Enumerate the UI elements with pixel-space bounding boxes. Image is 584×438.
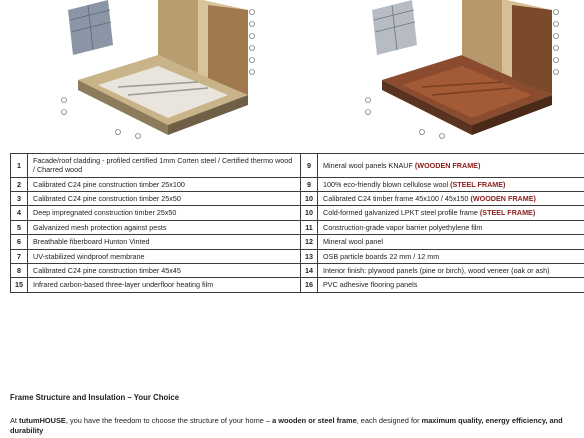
legend-number: 14 bbox=[301, 263, 318, 277]
table-row bbox=[11, 278, 584, 292]
intro-text: , you have the freedom to choose the structure of your home – bbox=[65, 416, 273, 425]
legend-description bbox=[28, 249, 301, 263]
legend-table-body bbox=[11, 154, 584, 293]
intro-emphasis: maximum quality, energy efficiency, and durability bbox=[10, 416, 563, 435]
table-row bbox=[11, 263, 584, 277]
legend-description bbox=[318, 263, 584, 277]
legend-number: 16 bbox=[301, 278, 318, 292]
legend-description bbox=[28, 206, 301, 220]
legend-text: 100% eco-friendly blown cellulose wool bbox=[323, 179, 451, 189]
legend-description bbox=[28, 278, 301, 292]
legend-text: Breathable fiberboard Hunton Vinted bbox=[33, 237, 150, 247]
legend-description bbox=[28, 235, 301, 249]
legend-description bbox=[318, 220, 584, 234]
legend-text: Calibrated C24 timber frame 45x100 / 45x150 bbox=[323, 194, 471, 204]
legend-text: Facade/roof cladding - profiled certified 1mm Corten steel / Certified thermo wood / Charred wood bbox=[33, 156, 293, 175]
table-row bbox=[11, 154, 584, 178]
legend-number: 11 bbox=[301, 220, 318, 234]
legend-text: Galvanized mesh protection against pests bbox=[33, 222, 167, 232]
intro-paragraph bbox=[10, 416, 580, 436]
legend-text: Calibrated C24 pine construction timber 25x100 bbox=[33, 179, 185, 189]
legend-description bbox=[318, 192, 584, 206]
legend-frame-tag: (STEEL FRAME) bbox=[450, 179, 506, 189]
legend-number: 3 bbox=[11, 192, 28, 206]
legend-number: 9 bbox=[301, 177, 318, 191]
legend-description bbox=[28, 192, 301, 206]
legend-description bbox=[28, 154, 301, 178]
brand-name: tutumHOUSE bbox=[19, 416, 66, 425]
legend-description bbox=[28, 177, 301, 191]
legend-text: Calibrated C24 pine construction timber 45x45 bbox=[33, 265, 181, 275]
intro-emphasis: a wooden or steel frame bbox=[272, 416, 357, 425]
legend-text: Interior finish: plywood panels (pine or birch), wood veneer (oak or ash) bbox=[323, 265, 550, 275]
legend-number: 9 bbox=[301, 154, 318, 178]
wooden-frame-diagram bbox=[58, 0, 258, 140]
legend-text: Deep impregnated construction timber 25x50 bbox=[33, 208, 177, 218]
table-row bbox=[11, 177, 584, 191]
legend-text: Infrared carbon-based three-layer underfloor heating film bbox=[33, 280, 214, 290]
legend-description bbox=[318, 249, 584, 263]
legend-number: 2 bbox=[11, 177, 28, 191]
table-row bbox=[11, 206, 584, 220]
table-row bbox=[11, 192, 584, 206]
legend-number: 10 bbox=[301, 206, 318, 220]
legend-text: UV-stabilized windproof membrane bbox=[33, 251, 145, 261]
legend-description bbox=[28, 263, 301, 277]
legend-description bbox=[318, 154, 584, 178]
legend-description bbox=[318, 177, 584, 191]
section-heading: Frame Structure and Insulation – Your Choice bbox=[10, 393, 180, 402]
legend-text: Construction-grade vapor barrier polyethylene film bbox=[323, 222, 483, 232]
intro-text: At bbox=[10, 416, 20, 425]
legend-number: 5 bbox=[11, 220, 28, 234]
wooden-frame-construction-illustration bbox=[58, 0, 258, 140]
table-row bbox=[11, 249, 584, 263]
legend-description bbox=[318, 206, 584, 220]
legend-number: 15 bbox=[11, 278, 28, 292]
legend-number: 4 bbox=[11, 206, 28, 220]
legend-text: Calibrated C24 pine construction timber 25x50 bbox=[33, 194, 181, 204]
legend-text: OSB particle boards 22 mm / 12 mm bbox=[323, 251, 440, 261]
legend-frame-tag: (WOODEN FRAME) bbox=[414, 160, 481, 170]
legend-number: 7 bbox=[11, 249, 28, 263]
legend-frame-tag: (WOODEN FRAME) bbox=[470, 194, 536, 204]
legend-description bbox=[318, 235, 584, 249]
legend-description bbox=[28, 220, 301, 234]
steel-frame-diagram bbox=[362, 0, 562, 140]
table-row bbox=[11, 235, 584, 249]
materials-legend-table bbox=[10, 153, 584, 293]
legend-frame-tag: (STEEL FRAME) bbox=[479, 208, 536, 218]
legend-number: 13 bbox=[301, 249, 318, 263]
legend-number: 8 bbox=[11, 263, 28, 277]
legend-text: Cold-formed galvanized LPKT steel profile frame bbox=[323, 208, 480, 218]
legend-number: 10 bbox=[301, 192, 318, 206]
legend-text: PVC adhesive flooring panels bbox=[323, 280, 418, 290]
legend-description bbox=[318, 278, 584, 292]
steel-frame-construction-illustration bbox=[362, 0, 562, 140]
legend-text: Mineral wool panel bbox=[323, 237, 383, 247]
legend-number: 6 bbox=[11, 235, 28, 249]
legend-number: 1 bbox=[11, 154, 28, 178]
table-row bbox=[11, 220, 584, 234]
intro-text: , each designed for bbox=[356, 416, 422, 425]
legend-text: Mineral wool panels KNAUF bbox=[323, 160, 415, 170]
legend-number: 12 bbox=[301, 235, 318, 249]
